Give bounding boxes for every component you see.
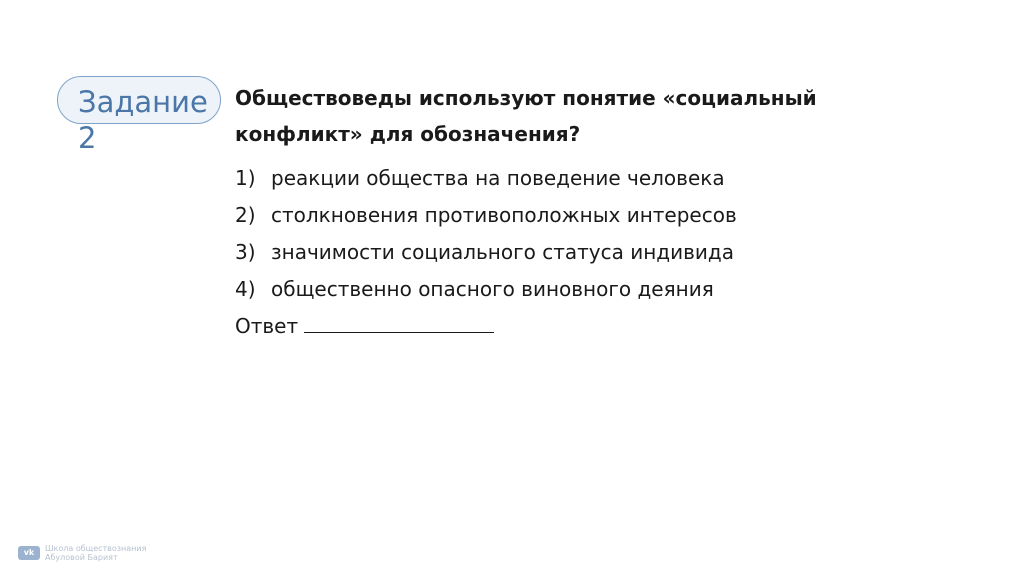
option-4 xyxy=(235,271,935,308)
question-text: Обществоведы используют понятие «социальный конфликт» для обозначения? xyxy=(235,86,817,146)
task-label-word: Задание xyxy=(78,85,208,119)
watermark-line-2: Абуловой Барият xyxy=(45,553,118,562)
watermark-text xyxy=(45,544,146,562)
watermark xyxy=(18,544,146,562)
task-label xyxy=(78,84,228,156)
option-text: реакции общества на поведение человека xyxy=(271,166,725,190)
option-number: 3) xyxy=(235,240,256,264)
vk-logo-icon: vk xyxy=(18,546,40,560)
option-3 xyxy=(235,234,935,271)
answer-options xyxy=(235,160,935,308)
answer-blank xyxy=(304,314,494,333)
option-text: значимости социального статуса индивида xyxy=(271,240,734,264)
option-text: столкновения противоположных интересов xyxy=(271,203,737,227)
option-number: 4) xyxy=(235,277,256,301)
answer-line xyxy=(235,308,935,345)
task-label-number: 2 xyxy=(78,121,97,155)
watermark-line-1: Школа обществознания xyxy=(45,544,147,553)
answer-label: Ответ xyxy=(235,314,299,338)
option-1 xyxy=(235,160,935,197)
option-number: 2) xyxy=(235,203,256,227)
option-text: общественно опасного виновного деяния xyxy=(271,277,714,301)
option-2 xyxy=(235,197,935,234)
option-number: 1) xyxy=(235,166,256,190)
question-block xyxy=(235,80,935,345)
